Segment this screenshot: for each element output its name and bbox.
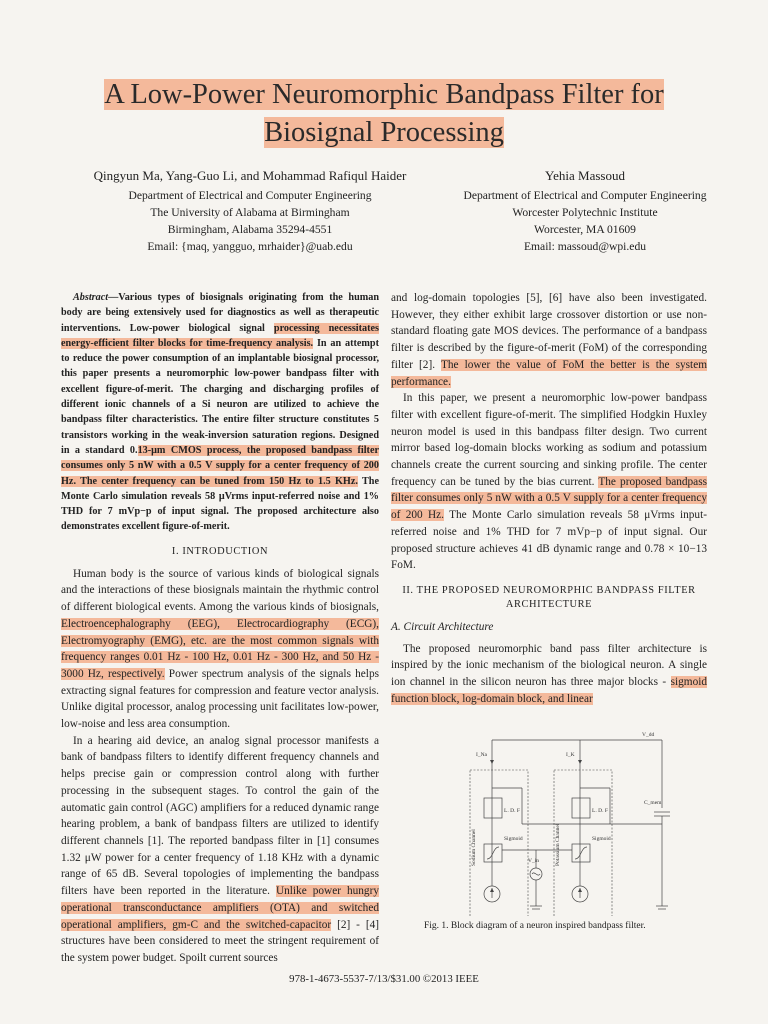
potassium-channel-label: Potassium Channel — [555, 823, 561, 866]
author-email[interactable]: Email: massoud@wpi.edu — [523, 240, 647, 253]
author-block-wpi — [420, 166, 750, 255]
subsection-heading: A. Circuit Architecture — [391, 620, 494, 633]
author-block-uab — [60, 166, 440, 255]
highlight: The proposed bandpass filter consumes only 5 nW with a 0.5 V supply for a center frequency of 200 Hz. — [391, 475, 707, 522]
title-line-2: Biosignal Processing — [264, 117, 504, 148]
footer-copyright: 978-1-4673-5537-7/13/$31.00 ©2013 IEEE — [289, 973, 479, 985]
author-dept: Department of Electrical and Computer Engineering — [128, 189, 372, 202]
sigmoid-k-label: Sigmoid — [592, 836, 611, 842]
circuit-figure — [462, 726, 692, 916]
author-names: Qingyun Ma, Yang-Guo Li, and Mohammad Rafiqul Haider — [93, 168, 407, 183]
section-heading: I. INTRODUCTION — [171, 545, 269, 557]
author-city: Worcester, MA 01609 — [534, 223, 636, 236]
left-column — [61, 290, 379, 967]
highlight: Unlike power hungry operational transconductance amplifiers (OTA) and switched operational amplifiers, gm-C and the switched-capacitor — [61, 885, 379, 931]
section-heading: II. THE PROPOSED NEUROMORPHIC BANDPASS FILTER ARCHITECTURE — [402, 584, 696, 610]
title-line-1: A Low-Power Neuromorphic Bandpass Filter for — [104, 79, 664, 110]
paragraph: In a hearing aid device, an analog signal processor manifests a bank of bandpass filters to identify different frequency channels and helps precise gain or compression control along with further processing in the subsequent stages. To control the gain of the automatic gain control (AGC) amplifiers for a reduced dynamic range hearing problem, a bank of bandpass filters are utilized to identify different channels [1]. The reported bandpass filter in [1] consumes 1.32 μW power for a center frequency of 1.18 KHz with a dynamic range of 65 dB. Several topologies of implementing the bandpass filters have been reported in the literature. Unlike power hungry operational transconductance amplifiers (OTA) and switched operational amplifiers, gm-C and the switched-capacitor [2] - [4] structures have been considered to meet the stringent requirement of the system power budget. Spoilt current sources — [61, 734, 379, 964]
abstract: Abstract—Various types of biosignals originating from the human body are being extensively used for diagnostics as well as therapeutic interventions. Low-power biological signal processing necessitates energy-efficient filter blocks for time-frequency analysis. In an attempt to reduce the power consumption of an implantable biosignal processor, this paper presents a neuromorphic low-power bandpass filter with excellent figure-of-merit. The charging and discharging profiles of different ionic channels of a Si neuron are utilized to achieve the bandpass filter characteristics. The entire filter structure constitutes 5 transistors working in the weak-inversion saturation regions. Designed in a standard 0.13-μm CMOS process, the proposed bandpass filter consumes only 5 nW with a 0.5 V supply for a center frequency of 200 Hz. The center frequency can be tuned from 150 Hz to 1.5 KHz. The Monte Carlo simulation reveals 58 μVrms input-referred noise and 1% THD for 7 mVp−p of input signal. The proposed architecture also demonstrates excellent figure-of-merit. — [61, 292, 379, 533]
vin-label: V_in — [528, 858, 539, 864]
abstract-label: Abstract — [73, 292, 109, 303]
figure-caption: Fig. 1. Block diagram of a neuron inspired bandpass filter. — [424, 921, 646, 931]
paragraph: In this paper, we present a neuromorphic low-power bandpass filter with excellent figure-of-merit. The simplified Hodgkin Huxley neuron model is used in this bandpass filter design. Two current mirror based log-domain blocks working as sodium and potassium channels create the current sourcing and sinking profile. The center frequency can be tuned by the bias current. The proposed bandpass filter consumes only 5 nW with a 0.5 V supply for a center frequency of 200 Hz. The Monte Carlo simulation reveals 58 μVrms input-referred noise and 1% THD for 7 mVp−p of input signal. Our proposed structure achieves 41 dB dynamic range and 0.78 × 10−13 FoM. — [391, 392, 707, 572]
highlight: processing necessitates energy-efficient filter blocks for time-frequency analysis. — [61, 322, 379, 349]
author-email[interactable]: Email: {maq, yangguo, mrhaider}@uab.edu — [147, 240, 353, 253]
right-column — [391, 290, 707, 707]
author-dept: Department of Electrical and Computer Engineering — [463, 189, 707, 202]
highlight: sigmoid function block, log-domain block, and linear — [391, 676, 707, 705]
ldf-k-label: L. D. F — [592, 808, 608, 814]
ik-label: I_K — [566, 752, 575, 758]
highlight: Electroencephalography (EEG), Electrocardiography (ECG), Electromyography (EMG), etc. are the most common signals with frequency ranges 0.01 Hz - 100 Hz, 0.01 Hz - 300 Hz, and 50 Hz - 3000 Hz, respectively. — [61, 617, 379, 680]
cmem-label: C_mem — [644, 800, 662, 806]
author-institution: The University of Alabama at Birmingham — [150, 206, 350, 219]
paper-title — [40, 76, 728, 152]
vdd-label: V_dd — [642, 732, 655, 738]
paragraph: Human body is the source of various kinds of biological signals and the interactions of these biosignals maintain the rhythmic control of different biological events. Among the various kinds of biosignals, Electroencephalography (EEG), Electrocardiography (ECG), Electromyography (EMG), etc. are the most common signals with frequency ranges 0.01 Hz - 100 Hz, 0.01 Hz - 300 Hz, and 50 Hz - 3000 Hz, respectively. Power spectrum analysis of the signals helps extracting signal features for compression and feature vector analysis. Unlike digital processor, analog processing unit facilitates low-power, low-noise and less area consumption. — [61, 567, 379, 731]
highlight: 13-μm CMOS process, the proposed bandpass filter consumes only 5 nW with a 0.5 V supply for a center frequency of 200 Hz. The center frequency can be tuned from 150 Hz to 1.5 KHz. — [61, 444, 379, 487]
highlight: The lower the value of FoM the better is the system performance. — [391, 358, 707, 388]
sodium-channel-label: Sodium Channel — [471, 829, 477, 866]
paragraph: and log-domain topologies [5], [6] have also been investigated. However, they either exhibit large crossover distortion or use non-standard floating gate MOS devices. The performance of a bandpass filter is described by the figure-of-merit (FoM) of the corresponding filter [2]. The lower the value of FoM the better is the system performance. — [391, 292, 707, 388]
ina-label: I_Na — [476, 752, 487, 758]
paragraph: The proposed neuromorphic band pass filter architecture is inspired by the ionic mechanism of the biological neuron. A single ion channel in the silicon neuron has three major blocks - sigmoid function block, log-domain block, and linear — [391, 642, 707, 705]
author-city: Birmingham, Alabama 35294-4551 — [167, 223, 333, 236]
ldf-na-label: L. D. F — [504, 808, 520, 814]
author-institution: Worcester Polytechnic Institute — [512, 206, 658, 219]
sigmoid-na-label: Sigmoid — [504, 836, 523, 842]
author-names: Yehia Massoud — [545, 168, 625, 183]
